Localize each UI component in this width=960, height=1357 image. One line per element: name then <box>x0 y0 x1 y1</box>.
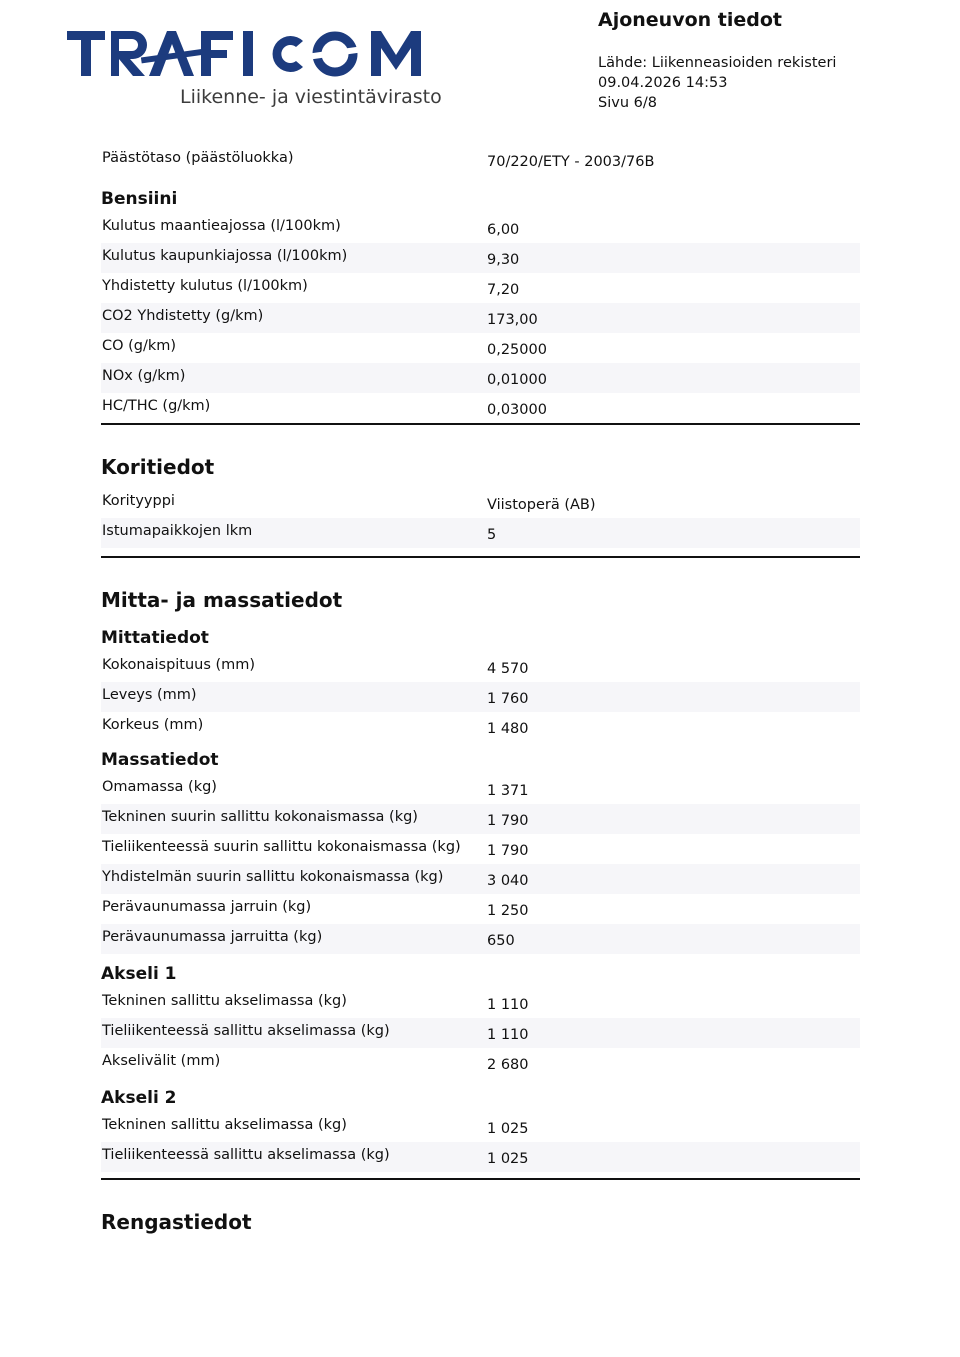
document-header <box>598 9 836 113</box>
row-label: Korityyppi <box>102 493 175 509</box>
table-row <box>101 303 860 333</box>
table-row <box>101 988 860 1018</box>
table-row <box>101 652 860 682</box>
row-value: 4 570 <box>487 661 529 677</box>
row-value: 1 371 <box>487 783 529 799</box>
row-value: Viistoperä (AB) <box>487 497 596 513</box>
row-label: Istumapaikkojen lkm <box>102 523 253 539</box>
dimensions-subheading: Mittatiedot <box>101 628 209 648</box>
row-label: Tekninen suurin sallittu kokonaismassa (kg) <box>102 809 418 825</box>
row-label: Omamassa (kg) <box>102 779 217 795</box>
row-value: 7,20 <box>487 282 520 298</box>
table-row <box>101 1048 860 1078</box>
row-value: 5 <box>487 527 497 543</box>
section-divider <box>101 423 860 425</box>
row-label: Leveys (mm) <box>102 687 197 703</box>
axle2-rows <box>101 1112 860 1172</box>
table-row <box>101 488 860 518</box>
row-value: 6,00 <box>487 222 520 238</box>
body-rows <box>101 488 860 548</box>
table-row <box>101 518 860 548</box>
row-value: 3 040 <box>487 873 529 889</box>
section-title-dimensions-mass: Mitta- ja massatiedot <box>101 588 343 612</box>
logo-wordmark <box>67 26 437 86</box>
row-value: 1 025 <box>487 1121 529 1137</box>
table-row <box>101 1018 860 1048</box>
row-label: Tekninen sallittu akselimassa (kg) <box>102 993 347 1009</box>
row-label: Perävaunumassa jarruin (kg) <box>102 899 312 915</box>
row-value: 1 025 <box>487 1151 529 1167</box>
table-row <box>101 834 860 864</box>
table-row <box>101 774 860 804</box>
petrol-subheading: Bensiini <box>101 189 178 209</box>
row-value: 1 110 <box>487 1027 529 1043</box>
row-label: Tieliikenteessä suurin sallittu kokonaismassa (kg) <box>102 839 461 855</box>
row-value: 1 480 <box>487 721 529 737</box>
row-value: 0,01000 <box>487 372 547 388</box>
datetime-text: 09.04.2026 14:53 <box>598 75 728 91</box>
row-label: Tieliikenteessä sallittu akselimassa (kg) <box>102 1023 390 1039</box>
row-label: Tieliikenteessä sallittu akselimassa (kg) <box>102 1147 390 1163</box>
table-row <box>101 393 860 423</box>
table-row <box>101 273 860 303</box>
section-divider <box>101 556 860 558</box>
row-value: 1 790 <box>487 843 529 859</box>
row-label: NOx (g/km) <box>102 368 186 384</box>
table-row <box>101 894 860 924</box>
emissions-row <box>101 145 860 175</box>
row-value: 70/220/ETY - 2003/76B <box>487 154 655 170</box>
row-value: 1 760 <box>487 691 529 707</box>
table-row <box>101 213 860 243</box>
row-label: Kulutus maantieajossa (l/100km) <box>102 218 341 234</box>
row-label: Päästötaso (päästöluokka) <box>102 150 294 166</box>
section-title-tires: Rengastiedot <box>101 1210 252 1234</box>
row-label: Korkeus (mm) <box>102 717 204 733</box>
table-row <box>101 924 860 954</box>
row-value: 2 680 <box>487 1057 529 1073</box>
axle1-rows <box>101 988 860 1078</box>
table-row <box>101 363 860 393</box>
table-row <box>101 243 860 273</box>
table-row <box>101 1112 860 1142</box>
row-label: Kokonaispituus (mm) <box>102 657 256 673</box>
petrol-rows <box>101 213 860 423</box>
row-value: 9,30 <box>487 252 520 268</box>
row-label: Tekninen sallittu akselimassa (kg) <box>102 1117 347 1133</box>
row-label: CO2 Yhdistetty (g/km) <box>102 308 264 324</box>
axle1-subheading: Akseli 1 <box>101 964 177 984</box>
row-value: 1 110 <box>487 997 529 1013</box>
table-row <box>101 333 860 363</box>
row-value: 0,03000 <box>487 402 547 418</box>
source-text: Lähde: Liikenneasioiden rekisteri <box>598 55 837 71</box>
table-row <box>101 682 860 712</box>
document-body <box>101 145 860 1240</box>
row-label: Yhdistetty kulutus (l/100km) <box>102 278 308 294</box>
row-label: Akselivälit (mm) <box>102 1053 221 1069</box>
mass-subheading: Massatiedot <box>101 750 219 770</box>
table-row <box>101 1142 860 1172</box>
row-value: 0,25000 <box>487 342 547 358</box>
traficom-logo <box>67 26 442 116</box>
mass-rows <box>101 774 860 954</box>
document-title: Ajoneuvon tiedot <box>598 9 783 31</box>
table-row <box>101 864 860 894</box>
section-divider <box>101 1178 860 1180</box>
table-row <box>101 804 860 834</box>
row-label: Perävaunumassa jarruitta (kg) <box>102 929 323 945</box>
row-value: 650 <box>487 933 515 949</box>
row-value: 1 790 <box>487 813 529 829</box>
row-value: 1 250 <box>487 903 529 919</box>
dimensions-rows <box>101 652 860 742</box>
page-number: Sivu 6/8 <box>598 95 657 111</box>
section-title-body: Koritiedot <box>101 455 215 479</box>
row-label: Kulutus kaupunkiajossa (l/100km) <box>102 248 348 264</box>
table-row <box>101 712 860 742</box>
row-label: HC/THC (g/km) <box>102 398 211 414</box>
row-value: 173,00 <box>487 312 538 328</box>
row-label: CO (g/km) <box>102 338 177 354</box>
logo-subtitle: Liikenne- ja viestintävirasto <box>180 86 442 108</box>
row-label: Yhdistelmän suurin sallittu kokonaismassa (kg) <box>102 869 444 885</box>
axle2-subheading: Akseli 2 <box>101 1088 177 1108</box>
